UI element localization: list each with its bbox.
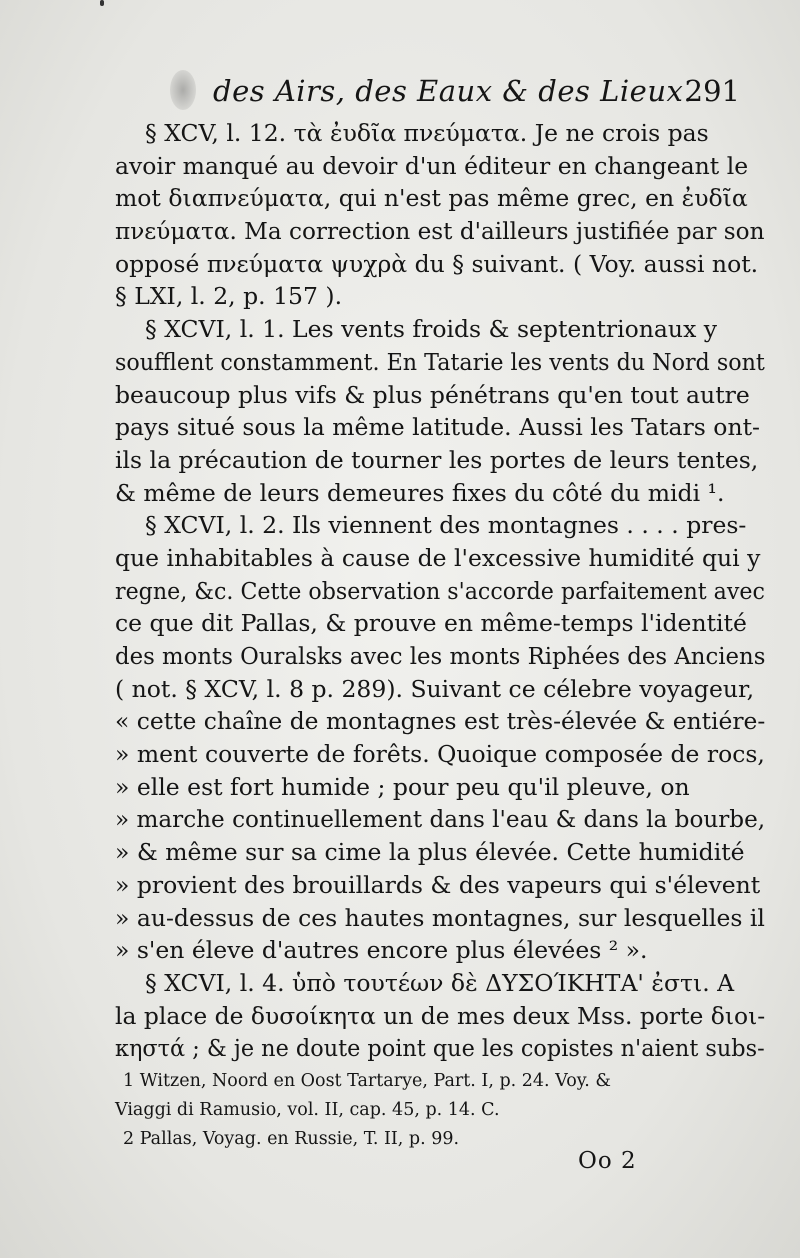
text-line: mot διαπνεύματα, qui n'est pas même grec, en ἐυδῖα	[115, 184, 748, 213]
footnote: 2 Pallas, Voyag. en Russie, T. II, p. 99.	[123, 1129, 460, 1149]
text-line: soufflent constamment. En Tatarie les vents du Nord sont	[115, 347, 765, 376]
page-number: 291	[684, 74, 740, 108]
footnote: Viaggi di Ramusio, vol. II, cap. 45, p. 14. C.	[115, 1100, 500, 1120]
text-line: avoir manqué au devoir d'un éditeur en changeant le	[115, 151, 749, 180]
page-body-text	[115, 117, 765, 1065]
running-head: des Airs, des Eaux & des Lieux.	[213, 74, 694, 108]
text-line: & même de leurs demeures fixes du côté du midi ¹.	[115, 478, 725, 507]
text-line: » marche continuellement dans l'eau & dans la bourbe,	[115, 805, 766, 834]
ink-speck	[100, 0, 104, 6]
text-line: la place de δυσοίκητα un de mes deux Mss. porte διοι-	[115, 1001, 766, 1030]
text-line: opposé πνεύματα ψυχρὰ du § suivant. ( Voy. aussi not.	[115, 249, 759, 278]
text-line: § LXI, l. 2, p. 157 ).	[115, 282, 343, 311]
text-line: § XCVI, l. 1. Les vents froids & septentrionaux y	[145, 315, 718, 344]
text-line: » & même sur sa cime la plus élevée. Cette humidité	[115, 838, 745, 867]
text-line: § XCVI, l. 2. Ils viennent des montagnes . . . . pres-	[145, 511, 747, 540]
signature-mark: Oo 2	[578, 1148, 637, 1174]
text-line: que inhabitables à cause de l'excessive humidité qui y	[115, 543, 761, 572]
text-line: πνεύματα. Ma correction est d'ailleurs justifiée par son	[115, 217, 765, 246]
text-line: des monts Ouralsks avec les monts Riphées des Anciens	[115, 642, 766, 670]
text-line: » s'en éleve d'autres encore plus élevées ² ».	[115, 936, 648, 965]
text-line: κηστά ; & je ne doute point que les copistes n'aient subs-	[115, 1034, 765, 1063]
text-line: § XCV, l. 12. τὰ ἐυδῖα πνεύματα. Je ne crois pas	[145, 119, 709, 147]
page-header	[115, 72, 740, 112]
text-line: pays situé sous la même latitude. Aussi les Tatars ont-	[115, 413, 760, 442]
text-line: ce que dit Pallas, & prouve en même-temps l'identité	[115, 609, 747, 638]
text-line: » au-dessus de ces hautes montagnes, sur lesquelles il	[115, 903, 765, 932]
text-line: » elle est fort humide ; pour peu qu'il pleuve, on	[115, 772, 690, 801]
text-line: beaucoup plus vifs & plus pénétrans qu'en tout autre	[115, 380, 750, 409]
footnotes	[115, 1067, 765, 1154]
footnote: 1 Witzen, Noord en Oost Tartarye, Part. I, p. 24. Voy. &	[123, 1071, 611, 1091]
text-line: » ment couverte de forêts. Quoique composée de rocs,	[115, 740, 765, 769]
text-line: « cette chaîne de montagnes est très-élevée & entiére-	[115, 707, 766, 736]
text-line: ( not. § XCV, l. 8 p. 289). Suivant ce célebre voyageur,	[115, 674, 755, 703]
text-line: § XCVI, l. 4. ὑπὸ τουτέων δὲ ΔΥΣΟΊΚΗΤΑ' ἐστι. A	[145, 968, 735, 997]
text-line: ils la précaution de tourner les portes de leurs tentes,	[115, 445, 759, 474]
text-line: regne, &c. Cette observation s'accorde parfaitement avec	[115, 576, 765, 605]
text-line: » provient des brouillards & des vapeurs qui s'élevent	[115, 870, 761, 899]
